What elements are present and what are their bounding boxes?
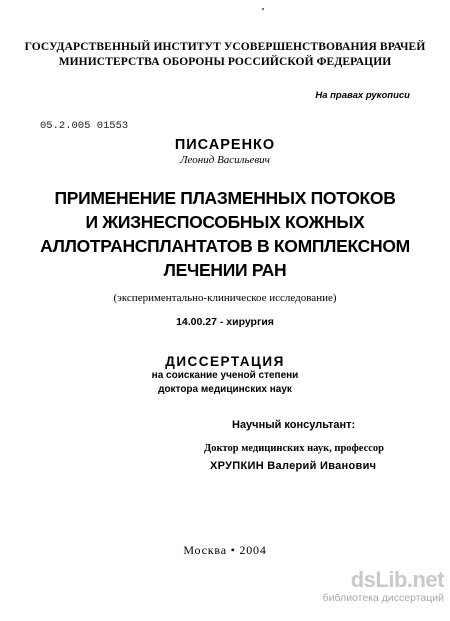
thesis-title-line: ПРИМЕНЕНИЕ ПЛАЗМЕННЫХ ПОТОКОВ [54, 188, 396, 208]
thesis-title-line: ЛЕЧЕНИИ РАН [163, 260, 287, 280]
registration-stamp: 05.2.005 01553 [40, 120, 129, 132]
degree-goal-line-2: доктора медицинских наук [158, 384, 292, 395]
thesis-title-line: АЛЛОТРАНСПЛАНТАТОВ В КОМПЛЕКСНОМ [40, 236, 410, 256]
institution-line-1: ГОСУДАРСТВЕННЫЙ ИНСТИТУТ УСОВЕРШЕНСТВОВАНИЯ ВРАЧЕЙ [24, 41, 426, 53]
scan-speck [262, 8, 264, 10]
city-year: Москва • 2004 [183, 543, 267, 557]
consultant-title: Доктор медицинских наук, профессор [204, 443, 384, 454]
dissertation-type: ДИССЕРТАЦИЯ [165, 354, 285, 369]
specialty-code: 14.00.27 - хирургия [176, 316, 274, 328]
institution-line-2: МИНИСТЕРСТВА ОБОРОНЫ РОССИЙСКОЙ ФЕДЕРАЦИИ [58, 56, 392, 68]
author-name: Леонид Васильевич [180, 154, 270, 166]
watermark-caption: библиотека диссертаций [322, 592, 444, 604]
degree-goal-line-1: на соискание ученой степени [151, 370, 299, 381]
manuscript-rights-note: На правах рукописи [315, 90, 410, 101]
consultant-name: ХРУПКИН Валерий Иванович [210, 460, 377, 472]
author-surname: ПИСАРЕНКО [174, 137, 276, 153]
thesis-subtitle: (экспериментально-клиническое исследование) [113, 292, 337, 304]
watermark-logo: dsLib.net [350, 567, 444, 592]
thesis-title-line: И ЖИЗНЕСПОСОБНЫХ КОЖНЫХ [85, 212, 365, 232]
consultant-label: Научный консультант: [232, 419, 356, 431]
dslib-watermark [323, 568, 444, 605]
